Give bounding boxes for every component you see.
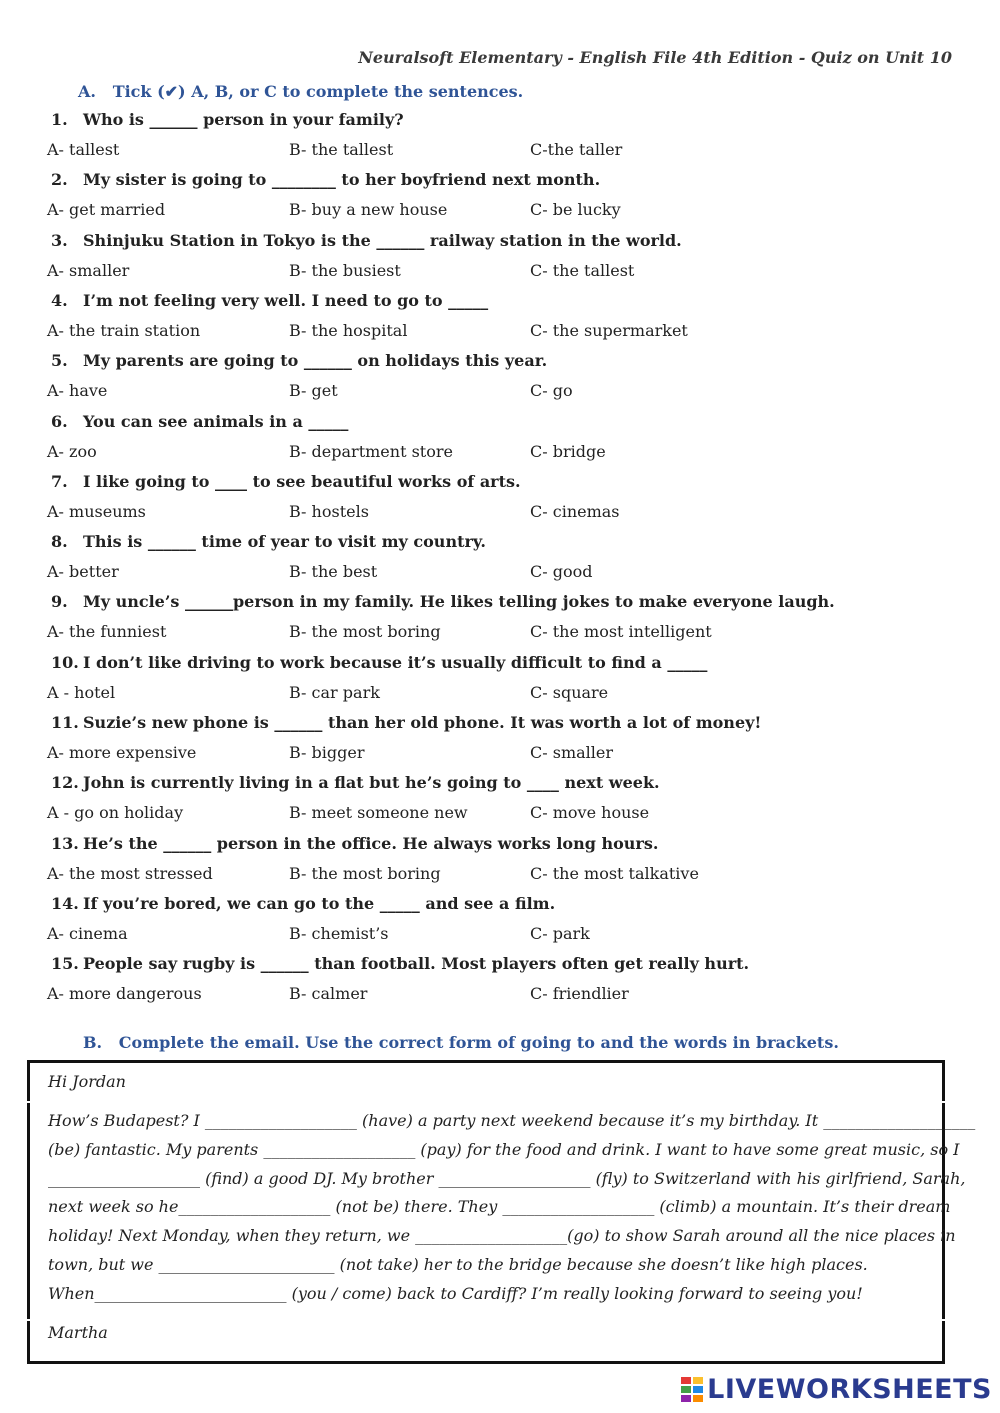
question-text: People say rugby is ______ than football. Most players often get really hurt. — [83, 954, 750, 974]
email-greeting: Hi Jordan — [48, 1072, 126, 1091]
option-c[interactable]: C- good — [530, 562, 593, 582]
email-line: (be) fantastic. My parents ___________________ (pay) for the food and drink. I want to have some great music, so I — [48, 1139, 960, 1159]
question-number: 11. — [51, 713, 79, 732]
question-7 — [51, 472, 521, 491]
question-5 — [51, 351, 547, 370]
question-text: You can see animals in a _____ — [83, 411, 349, 431]
question-6 — [51, 412, 348, 431]
option-b[interactable]: B- hostels — [289, 501, 369, 521]
question-text: I’m not feeling very well. I need to go to _____ — [83, 290, 489, 310]
question-number: 6. — [51, 411, 68, 431]
question-number: 7. — [51, 471, 68, 491]
question-number: 14. — [51, 893, 79, 913]
question-13 — [51, 834, 658, 853]
option-b[interactable]: B- the most boring — [289, 863, 441, 883]
logo-square — [681, 1395, 691, 1402]
option-c[interactable]: C- cinemas — [530, 501, 620, 521]
question-2 — [51, 170, 600, 189]
question-text: Suzie’s new phone is ______ than her old phone. It was worth a lot of money! — [83, 713, 762, 732]
question-number: 4. — [51, 290, 68, 310]
option-c[interactable]: C- the tallest — [530, 260, 635, 280]
option-a[interactable]: A- more expensive — [47, 743, 197, 762]
option-a[interactable]: A- have — [47, 381, 108, 401]
question-4 — [51, 291, 488, 310]
option-a[interactable]: A- the train station — [47, 320, 201, 340]
logo-square — [693, 1377, 703, 1384]
section-a-title: A. Tick (✔) A, B, or C to complete the sentences. — [78, 82, 524, 101]
email-separator — [27, 1101, 945, 1103]
option-c[interactable]: C- move house — [530, 803, 650, 823]
option-c[interactable]: C-the taller — [530, 140, 623, 159]
option-a[interactable]: A- better — [47, 562, 119, 582]
liveworksheets-logo — [681, 1374, 992, 1405]
question-number: 9. — [51, 592, 68, 612]
question-text: Who is ______ person in your family? — [83, 110, 404, 129]
question-10 — [51, 653, 707, 672]
question-text: John is currently living in a flat but he’s going to ____ next week. — [83, 773, 660, 793]
option-b[interactable]: B- buy a new house — [289, 200, 448, 220]
question-number: 3. — [51, 230, 68, 250]
question-text: Shinjuku Station in Tokyo is the ______ railway station in the world. — [83, 230, 682, 250]
option-b[interactable]: B- the best — [289, 562, 378, 582]
option-a[interactable]: A- more dangerous — [47, 984, 202, 1004]
logo-icon — [681, 1377, 703, 1402]
option-c[interactable]: C- friendlier — [530, 984, 629, 1004]
option-a[interactable]: A - go on holiday — [47, 803, 184, 823]
option-b[interactable]: B- the tallest — [289, 140, 394, 159]
question-11 — [51, 713, 761, 732]
option-a[interactable]: A- museums — [47, 501, 146, 521]
option-a[interactable]: A- smaller — [47, 260, 130, 280]
logo-square — [693, 1395, 703, 1402]
logo-text: LIVEWORKSHEETS — [707, 1374, 992, 1405]
option-a[interactable]: A- zoo — [47, 441, 97, 461]
question-8 — [51, 532, 486, 551]
option-b[interactable]: B- the busiest — [289, 260, 401, 280]
option-a[interactable]: A- the funniest — [47, 622, 167, 642]
question-text: My uncle’s ______person in my family. He likes telling jokes to make everyone laugh. — [83, 592, 835, 612]
question-1 — [51, 110, 404, 129]
email-line: holiday! Next Monday, when they return, we ___________________(go) to show Sarah around all the nice places in — [48, 1226, 956, 1246]
question-number: 8. — [51, 532, 68, 552]
option-a[interactable]: A - hotel — [47, 682, 116, 702]
option-c[interactable]: C- square — [530, 682, 609, 702]
logo-square — [693, 1386, 703, 1393]
logo-square — [681, 1377, 691, 1384]
email-line: town, but we ______________________ (not take) her to the bridge because she doesn’t like high places. — [48, 1255, 868, 1274]
email-line: How’s Budapest? I ___________________ (have) a party next weekend because it’s my birthday. It ___________________ — [48, 1111, 976, 1130]
question-number: 2. — [51, 170, 68, 190]
question-text: I like going to ____ to see beautiful works of arts. — [83, 471, 521, 491]
option-c[interactable]: C- the most intelligent — [530, 622, 712, 642]
option-c[interactable]: C- be lucky — [530, 200, 621, 220]
question-text: If you’re bored, we can go to the _____ and see a film. — [83, 893, 556, 913]
option-b[interactable]: B- the hospital — [289, 320, 408, 340]
email-line: ___________________ (find) a good DJ. My brother ___________________ (fly) to Switzerland with his girlfriend, Sarah, — [48, 1168, 966, 1188]
option-b[interactable]: B- meet someone new — [289, 803, 468, 823]
question-number: 10. — [51, 652, 79, 672]
option-b[interactable]: B- car park — [289, 682, 380, 702]
option-b[interactable]: B- bigger — [289, 743, 365, 762]
option-b[interactable]: B- calmer — [289, 984, 368, 1004]
question-text: My sister is going to ________ to her boyfriend next month. — [83, 170, 601, 190]
email-line: When________________________ (you / come) back to Cardiff? I’m really looking forward to seeing you! — [48, 1283, 863, 1303]
question-number: 5. — [51, 351, 68, 371]
option-c[interactable]: C- the most talkative — [530, 863, 699, 883]
option-a[interactable]: A- the most stressed — [47, 863, 213, 883]
option-b[interactable]: B- chemist’s — [289, 923, 389, 943]
document-header: Neuralsoft Elementary - English File 4th Edition - Quiz on Unit 10 — [358, 48, 952, 67]
section-b-title: B. Complete the email. Use the correct form of going to and the words in brackets. — [83, 1033, 839, 1052]
question-12 — [51, 773, 660, 792]
question-14 — [51, 894, 555, 913]
email-separator — [27, 1319, 945, 1321]
question-9 — [51, 592, 835, 611]
question-number: 13. — [51, 833, 79, 853]
question-text: My parents are going to ______ on holidays this year. — [83, 351, 548, 371]
option-a[interactable]: A- cinema — [47, 923, 128, 943]
option-b[interactable]: B- the most boring — [289, 622, 441, 642]
option-c[interactable]: C- smaller — [530, 743, 614, 762]
email-line: next week so he___________________ (not be) there. They ___________________ (climb) a mountain. It’s their dream — [48, 1197, 951, 1217]
option-c[interactable]: C- go — [530, 381, 573, 401]
question-text: He’s the ______ person in the office. He always works long hours. — [83, 833, 659, 853]
email-signature: Martha — [48, 1323, 108, 1342]
question-3 — [51, 231, 682, 250]
option-b[interactable]: B- department store — [289, 441, 453, 461]
question-number: 12. — [51, 773, 79, 793]
question-number: 1. — [51, 110, 68, 129]
option-a[interactable]: A- get married — [47, 200, 166, 220]
logo-square — [681, 1386, 691, 1393]
question-number: 15. — [51, 954, 79, 974]
option-c[interactable]: C- bridge — [530, 441, 606, 461]
option-c[interactable]: C- the supermarket — [530, 320, 688, 340]
question-text: I don’t like driving to work because it’s usually difficult to find a _____ — [83, 652, 708, 672]
question-text: This is ______ time of year to visit my country. — [83, 532, 486, 552]
option-a[interactable]: A- tallest — [47, 140, 120, 159]
question-15 — [51, 954, 749, 973]
option-c[interactable]: C- park — [530, 923, 590, 943]
option-b[interactable]: B- get — [289, 381, 338, 401]
